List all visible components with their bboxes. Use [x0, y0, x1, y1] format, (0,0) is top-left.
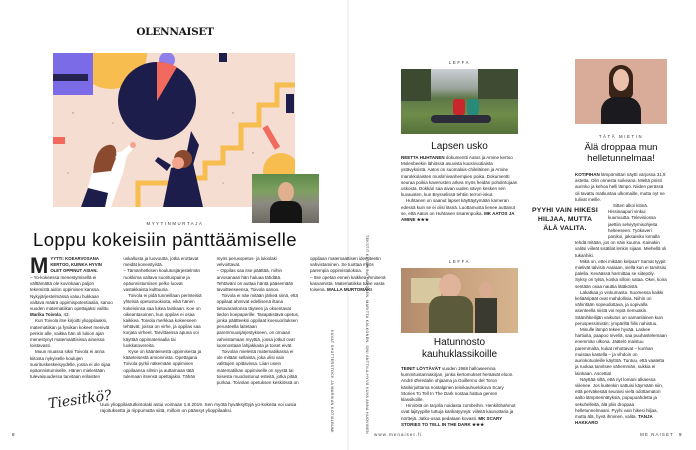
paragraph: Lakatkaa jo vinkumasta. Suomessa kaikki keliääripäät ovat mahdollisia. Niihin on vähintään sopeuduttava, ja sopivalla asenteella niistä voi repiä riemuakin. Säänihkeilijän vaikutus on samanlainen kuin peruspessimistin: ympäriltä fiilis nahistuu.: [575, 289, 664, 326]
paragraph: lämpömittari näytti varjossa 31,8 astetta. Olin onnesta soikeana. Mieltä piristi aurinko ja kehoa helli lämpö. Niiden perässä oli tavattu matkustaa ulkomaille, mutta nyt ne tulivat meille.: [575, 172, 666, 202]
paragraph: Sitten alkoi kitinä. Hissinaapuri vinkui kuumuutta. Televisiossa jaettiin selviytymisohjeita helteeseen. Työkaveri panikoi, jaksaisiko lomalla tehdä mitään, jos on näin kuuma. Kainakin valitsi viileät sisätilat lenkin sijaan. Miehellä oli tukanhiki.: [575, 203, 667, 258]
footer-website: www.menaiset.fi: [374, 432, 423, 437]
review1-body: [401, 155, 518, 223]
teacher-portrait-photo: [252, 174, 319, 223]
interviewee-name: Marika Toivola: [30, 312, 61, 318]
paragraph: Kyse on käänteisestä oppimisesta ja käänteisestä arvioinnista. Opettajana Toivola pyrkii näkemään oppimisen oppilaansa silmin ja auttamaan tätä tulemaan itsensä opettajaksi. Tähän myös perusopetus- ja lukiolaki velvoittavat.: [123, 256, 277, 379]
review2-kicker: LEFFA: [448, 259, 471, 264]
page-number-right: 9: [679, 432, 682, 437]
review2-title: Hatunnosto kauhuklassikoille: [421, 337, 498, 360]
paragraph: – Yo-kokeessa menestymisellä ei välttämättä ole kovinkaan paljon tekemistä aidon oppimisen kanssa. Nykyjärjestelmässä valuu hukkaan valtava määrä oppimispotentiaalia, sanoo vuoden matematiikan opettajaksi valittu: [30, 275, 113, 312]
review2-body: [401, 366, 518, 428]
footer-magazine-name: ME NAISET: [640, 432, 674, 437]
paragraph: vuoden 1968 halloweenina kummitustarinakirjan, jonka kertomukset heräävät eloon. André Øvredalin ohjaama ja Guillermo del Toron käsikirjoittama nostalginen teinikauhuelokuva Scary Stories To Tell In The Dark nostaa hattua genren klassikoille.: [401, 366, 514, 403]
lead: REETTA HUHTANEN: [401, 155, 445, 160]
lead: YYTTI: KOEARVOSANA KERTOO, KUINKA HYVIN OLET OPPINUT ASIAN.: [50, 256, 102, 274]
photo-credit-left: KUVAT SHUTTERSTOCK JA MARIKAN KOTIALBUMI: [330, 330, 334, 433]
paragraph: – Tämänhetkisen koulutusjärjestelmän ruokkima valtava suorituspaine ja epäonnistumisen pelko luovat vastakkaista kulttuuria.: [123, 268, 201, 293]
columnist-portrait-photo: [575, 59, 667, 124]
paragraph: Huhtanen on saanut lapset käyttäytymään kameran edessä kuin se ei olisi läsnä. Luottamusta lienee auttanut se, että Aatos on Huhtasen sisarenpoika.: [401, 198, 515, 216]
paragraph: Toivola ei pidä tunneillaan perinteisiä yhteisiä opetustuokioita, eikä hänen kokeisiinsa saa lukea lainkaan. Koe on oikeantasoinen, kun oppilas ei osaa kaikkea. Toivola merkkaa kokeeseen tehtävät, joissa on virhe, ja oppilas saa korjata virheet. Tarvittaessa apuna voi käyttää oppimateriaalia tai luokkatovereita.: [123, 293, 202, 348]
paragraph: Toivola ei näe mitään järkeä siinä, että oppilaat ahmivat edellisenä iltana tietovarastonsa täyteen ja oksentavat tiedon koepaperille. Tasapäistävä opetus, jonka päätteeksi oppilaat koesuorituksen perusteella laitetaan paremmuusjärjestykseen, on omiaan vahvistamaan myyttiä, jossa jotkut ovat luonnostaan lahjakkaita ja toiset eivät.: [216, 293, 300, 348]
paragraph: Hirviöitä on tarjolla noidasta zombeihin. Henkilöhahmot ovat lajityypille tuttuja karikatyyrejä: viileitä kaunottaria ja nörttejä. Jatko-osaa pedataan kovasti.: [401, 403, 516, 421]
paragraph: dokumentti Aatos ja Amine kertoo Molenbeekin lähiössä asuvista kuusivuotiaista ystävyksistä. Aatos on suomalais-chileläinen ja Amine marokkolaisten muslimivanhempien poika. Dokumentti seuraa poikia kaverusten arkea myös heidän pohdintojaan uskosta. Dokkari saa aivan uuden sävyn kesken sen kuvausten, kun Brysselissä tehtiin terrori-iskut.: [401, 155, 518, 198]
article-headline: Loppu kokeisiin pänttäämiselle: [33, 229, 297, 250]
column-kicker: TÄTÄ MIETIN: [598, 134, 644, 139]
paragraph: Kun Toivola itse kirjoitti ylioppilaaksi, matematiikan ja fysiikan kokeet menivät penkin alle, vaikka hän oli lukion ajan menestynyt matemaattisissa aineissa loistavasti.: [30, 318, 110, 349]
drop-cap: M: [30, 253, 49, 278]
lead: TEINIT LÖYTÄVÄT: [401, 366, 441, 371]
review2-film-still: [401, 268, 518, 333]
rating-signoff: MK AATOS JA AMINE ★★★: [401, 210, 515, 223]
author: MALLA MURTOMÄKI: [327, 287, 372, 293]
review1-film-still: [401, 69, 518, 134]
column-body: [575, 172, 667, 426]
rating-signoff: MK SCARY STORIES TO TELL IN THE DARK ★★★: [401, 415, 503, 427]
page-number-left: 8: [12, 432, 15, 437]
did-you-know-label: Tiesitkö?: [47, 387, 113, 413]
did-you-know-text: Uusi ylioppilastutkintolaki astui voimaan 1.8.2019. Sen myötä hyväksyttyjä yo-kokeita voi uusia rajoituksetta ja riippumatta siitä, milloin on päässyt ylioppilaaksi.: [100, 402, 297, 414]
paragraph: – Itse opetan ennen kaikkea ihmisenä kasvamista. Matematiikka tulee vasta toisena.: [309, 274, 386, 293]
section-title: OLENNAISET: [136, 26, 214, 38]
paragraph: Näyttää siltä, että nyt lomani alkaessa viilenee. Jos kuitenkin sattuisi käymään niin, että perväkesää seuraisi vielä odottamaton aalto lämpöennätyksiä, popupoahdetta ja sekuhelleitä, älä pliis droppaa helletunnelmaani. Pyyhi vain hikesi hiljaa, mutta älä, hyvä ihminen, valita.: [575, 376, 664, 419]
paragraph: Muun muassa siksi Toivola ei anna kiitosta nykyiselle koulujen suorituskeskeisyydelle, jossa ei ole sijaa epäonnistumiselle. Hänen mielestään tulevaisuudessa tarvitaan erilaisten uskallusta ja luovuutta, jotka erottavat meidät koneistyistä.: [30, 256, 199, 380]
paragraph: Minulle lämpö tekee hyvää. Laskee hartioita, paapoo niveliä, saa puuhastelemaan enemmän ulkona. Jäätelö maistuu paremmalta, kukat rehottavat – kunhan muistaa kastella – ja vihdoin on aurinkotuoleille käyttöä. Tuntuu, että vaatetta ja ruokaa tarvitsee vähemmän, sukkia ei lainkaan. Ascettia!: [575, 327, 667, 376]
text-credit-right: TEKSTIT KATARIINA HAVONEN, MARITTA KALKONEN, SINI ANTTILA-HYVÄ KUVA ANNA HUOVINEN: [365, 235, 369, 435]
lead: KOTIPIHAN: [575, 172, 600, 177]
review1-kicker: LEFFA: [448, 60, 471, 65]
paragraph: – Oppilas saa itse päättää, mihin arvosanaan hän haluaa tähdätä. Tehtäväni on auttaa häntä pääsemään tavoitteeseensa, Toivola sanoo.: [216, 268, 294, 293]
review1-title: Lapsen usko: [431, 141, 488, 152]
column-title: Älä droppaa mun helletunnelmaa!: [584, 142, 658, 164]
article-kicker: MYYTINMURTAJA: [146, 221, 204, 226]
interviewee-age: , 43.: [60, 312, 70, 318]
pull-quote-spacer: [575, 203, 608, 237]
paragraph: Toivolan mielestä matematiikassa ei ole mitään sellaista, joka olisi vain valittujen opittavissa. Liian usein matematiikan oppimiselle on syystä tai toisesta muodostunut esteitä, jotka pitää purkaa. Toivolan opetuksen keskiössä on oppilaan matemaattisen identiteetin vahvistaminen. Se tuottaa myös parempia oppimistuloksia.: [216, 256, 381, 386]
author: TANJA HAKKARO: [575, 413, 653, 426]
pull-quote: PYYHI VAIN HIKESI HILJAA, MUTTA ÄLÄ VALITA.: [532, 207, 598, 232]
paragraph: Mikä on, ettei mikään kelpaa? Samat tyypit mielivät talvisin Aasiaan, siellä kun ei tarvitsisi palella. Keväässä harmittaa se siitepöly. Syksy on tylsä, koska silloin sataa. Okei, koira sentään osaa nauttia lätäköistä.: [575, 258, 667, 289]
